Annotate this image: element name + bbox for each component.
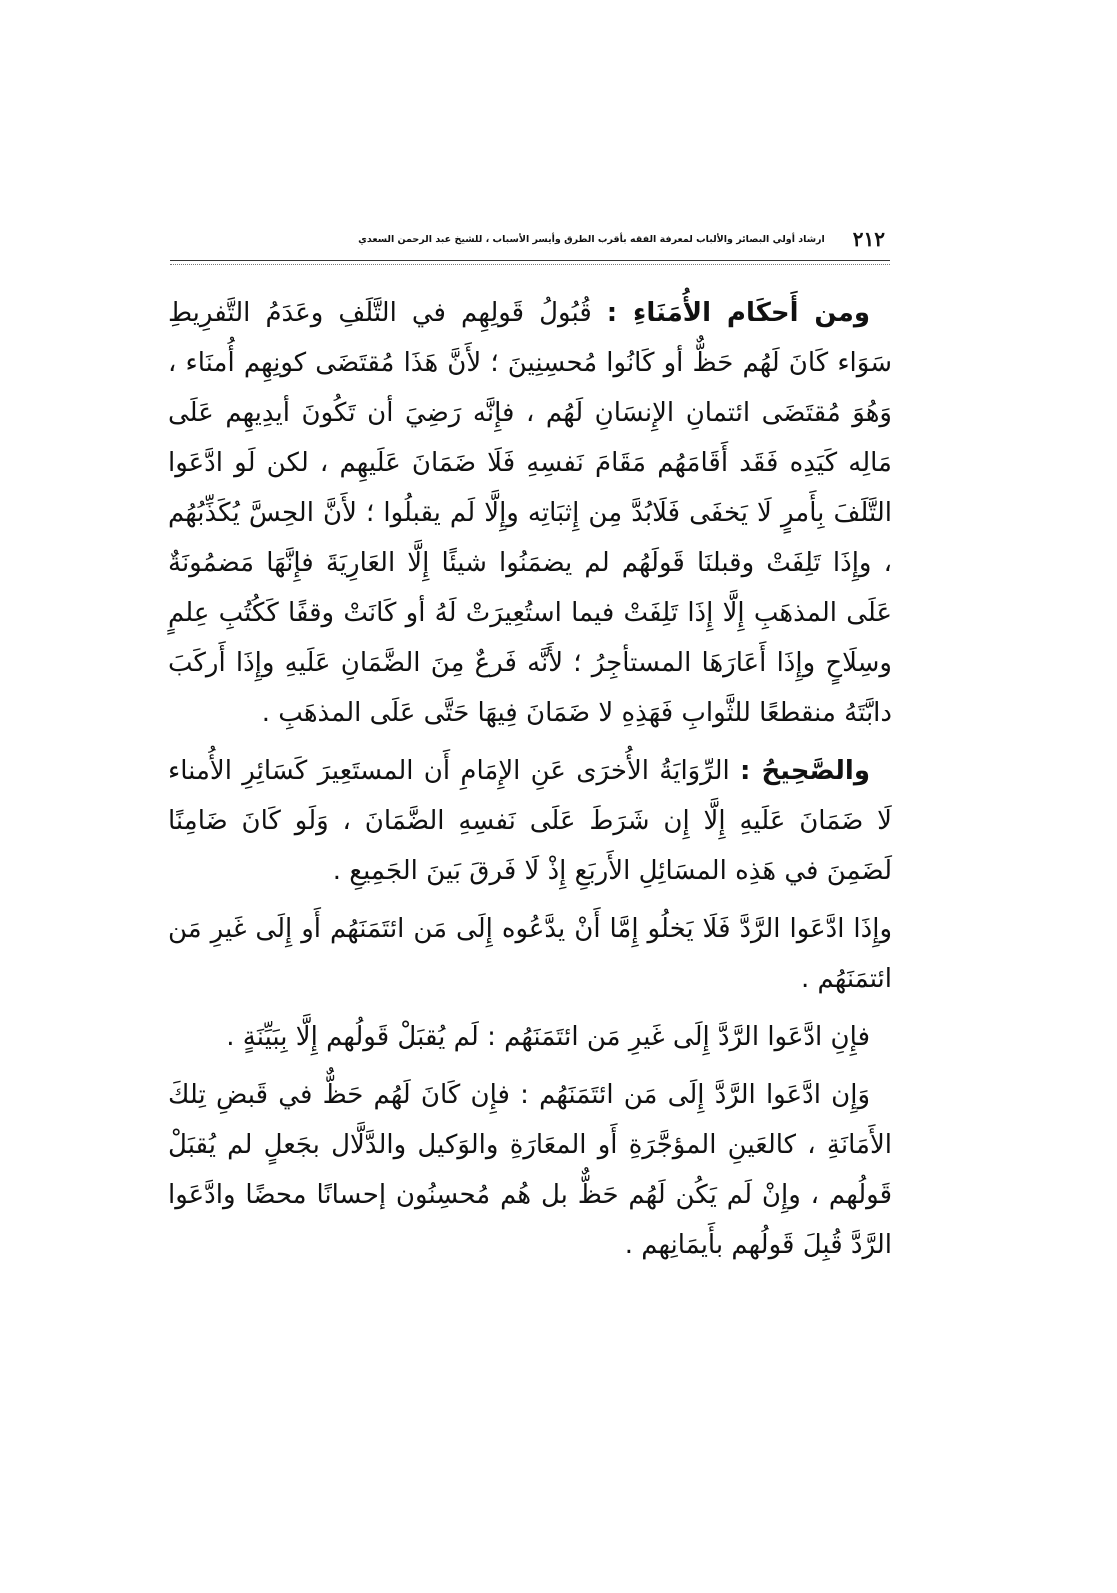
paragraph-1-lead: ومن أَحكَام الأُمَنَاءِ : xyxy=(606,298,870,328)
paragraph-4-text: فإِنِ ادَّعَوا الرَّدَّ إِلَى غَيرِ مَن ائتَمَنَهُم : لَم يُقبَلْ قَولُهم إِلَّا بِبَيِّنَةٍ . xyxy=(226,1022,870,1052)
paragraph-4 xyxy=(168,1012,892,1062)
header-rule xyxy=(170,260,890,261)
paragraph-3 xyxy=(168,904,892,1004)
paragraph-2-text: الرِّوَايَةُ الأُخرَى عَنِ الإِمَامِ أَن المستَعِيرَ كَسَائِرِ الأُمناء لَا ضَمَانَ عَلَيهِ إِلَّا إِن شَرَطَ عَلَى نَفسِهِ الضَّمَانَ ، وَلَو كَانَ ضَامِنًا لَضَمِنَ في هَذِه المسَائِلِ الأَربَعِ إِذْ لَا فَرقَ بَينَ الجَمِيعِ . xyxy=(168,756,892,886)
paragraph-5-text: وَإِن ادَّعَوا الرَّدَّ إِلَى مَن ائتَمَنَهُم : فإِن كَانَ لَهُم حَظٌّ في قَبضِ تِلكَ الأَمَانَةِ ، كالعَينِ المؤجَّرَةِ أَو المعَارَةِ والوَكيل والدَّلَّال بجَعلٍ لم يُقبَلْ قَولُهم ، وإِنْ لَم يَكُن لَهُم حَظٌّ بل هُم مُحسِنُون إحسانًا محضًا وادَّعَوا الرَّدَّ قُبِلَ قَولُهم بأَيمَانِهم . xyxy=(168,1080,892,1260)
paragraph-2-lead: والصَّحِيحُ : xyxy=(740,756,870,786)
running-title: ارشاد أولي البصائر والألباب لمعرفة الفقه بأقرب الطرق وأيسر الأسباب ، للشيخ عبد الرحمن السعدي xyxy=(358,233,825,245)
body-text xyxy=(168,288,892,1270)
page-number: ٢١٢ xyxy=(852,227,885,251)
paragraph-5 xyxy=(168,1070,892,1270)
paragraph-3-text: وإِذَا ادَّعَوا الرَّدَّ فَلَا يَخلُو إِمَّا أَنْ يدَّعُوه إِلَى مَن ائتَمَنَهُم أَو إِلَى غَيرِ مَن ائتمَنَهُم . xyxy=(168,914,892,994)
running-header xyxy=(262,222,885,256)
paragraph-1 xyxy=(168,288,892,738)
header-rule-dotted xyxy=(170,264,890,265)
paragraph-2 xyxy=(168,746,892,896)
paragraph-1-text: قُبُولُ قَولِهِم في التَّلَفِ وعَدَمُ التَّفرِيطِ سَوَاء كَانَ لَهُم حَظٌّ أو كَانُوا مُحسِنِينَ ؛ لأَنَّ هَذَا مُقتَضَى كونِهِم أُمنَاء ، وَهُوَ مُقتَضَى ائتمانِ الإِنسَانِ لَهُم ، فإِنَّه رَضِيَ أن تَكُونَ أيدِيهِم عَلَى مَالِه كَيَدِه فَقَد أَقَامَهُم مَقَامَ نَفسِهِ فَلَا ضَمَانَ عَلَيهِم ، لكن لَو ادَّعَوا التَّلَفَ بِأَمرٍ لَا يَخفَى فَلَابُدَّ مِن إِثبَاتِه وإِلَّا لَم يقبلُوا ؛ لأَنَّ الحِسَّ يُكَذِّبُهُم ، وإِذَا تَلِفَتْ وقبلنَا قَولَهُم لم يضمَنُوا شيئًا إِلَّا العَارِيَةَ فإِنَّهَا مَضمُونَةٌ عَلَى المذهَبِ إِلَّا إِذَا تَلِفَتْ فيما استُعِيرَتْ لَهُ أو كَانَتْ وقفًا كَكُتُبِ عِلمٍ وسِلَاحٍ وإِذَا أَعَارَهَا المستأجِرُ ؛ لأَنَّه فَرعٌ مِنَ الضَّمَانِ عَلَيهِ وإِذَا أَركَبَ دابَّتَهُ منقطعًا للثَّوابِ فَهَذِهِ لا ضَمَانَ فِيهَا حَتَّى عَلَى المذهَبِ . xyxy=(168,298,892,728)
